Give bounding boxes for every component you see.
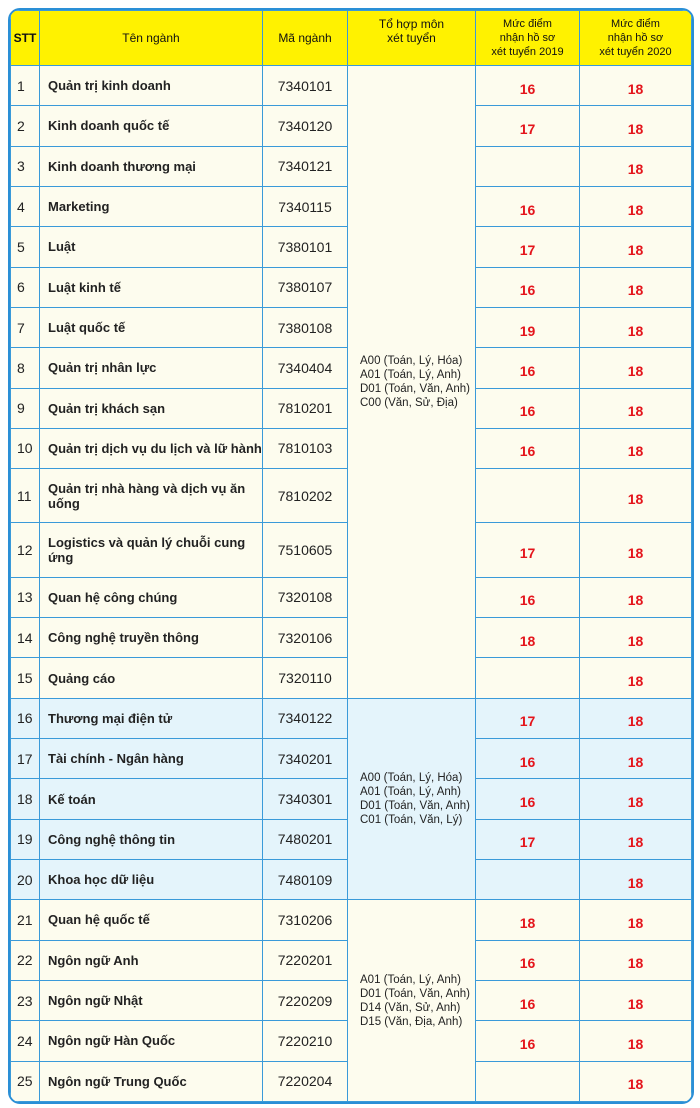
row-score-2020: 18 bbox=[580, 1021, 692, 1061]
row-stt: 21 bbox=[11, 900, 40, 940]
row-major-code: 7380107 bbox=[263, 267, 348, 307]
row-major-name: Quản trị nhân lực bbox=[40, 348, 263, 388]
row-score-2020: 18 bbox=[580, 859, 692, 899]
subject-combination: D14 (Văn, Sử, Anh) bbox=[360, 1001, 461, 1014]
header-line: xét tuyển 2019 bbox=[491, 46, 564, 58]
row-stt: 6 bbox=[11, 267, 40, 307]
row-score-2020: 18 bbox=[580, 469, 692, 523]
row-major-name: Kinh doanh quốc tế bbox=[40, 106, 263, 146]
row-score-2020: 18 bbox=[580, 819, 692, 859]
row-stt: 17 bbox=[11, 739, 40, 779]
row-stt: 9 bbox=[11, 388, 40, 428]
row-major-name: Luật bbox=[40, 227, 263, 267]
row-major-code: 7320110 bbox=[263, 658, 348, 698]
row-major-name: Thương mại điện tử bbox=[40, 698, 263, 738]
row-score-2019: 16 bbox=[476, 1021, 580, 1061]
row-major-code: 7340120 bbox=[263, 106, 348, 146]
subject-combination: D01 (Toán, Văn, Anh) bbox=[360, 987, 470, 1000]
row-major-name: Tài chính - Ngân hàng bbox=[40, 739, 263, 779]
row-stt: 11 bbox=[11, 469, 40, 523]
subject-combinations bbox=[348, 66, 476, 699]
row-major-name: Quảng cáo bbox=[40, 658, 263, 698]
row-score-2020: 18 bbox=[580, 618, 692, 658]
row-stt: 16 bbox=[11, 698, 40, 738]
subject-combination: A00 (Toán, Lý, Hóa) bbox=[360, 772, 463, 784]
header-name: Tên ngành bbox=[40, 11, 263, 66]
header-score-2019 bbox=[476, 11, 580, 66]
header-line: xét tuyển 2020 bbox=[599, 46, 672, 58]
row-stt: 24 bbox=[11, 1021, 40, 1061]
row-major-code: 7340404 bbox=[263, 348, 348, 388]
subject-combination: D15 (Văn, Địa, Anh) bbox=[360, 1015, 463, 1028]
row-major-code: 7810201 bbox=[263, 388, 348, 428]
subject-combination: A01 (Toán, Lý, Anh) bbox=[360, 973, 462, 986]
row-score-2019: 18 bbox=[476, 618, 580, 658]
header-code: Mã ngành bbox=[263, 11, 348, 66]
row-major-code: 7220201 bbox=[263, 940, 348, 980]
row-major-name: Công nghệ truyền thông bbox=[40, 618, 263, 658]
row-score-2019: 17 bbox=[476, 106, 580, 146]
row-major-name: Kế toán bbox=[40, 779, 263, 819]
row-stt: 2 bbox=[11, 106, 40, 146]
admission-table bbox=[10, 10, 692, 1102]
row-score-2019 bbox=[476, 469, 580, 523]
row-stt: 14 bbox=[11, 618, 40, 658]
row-major-code: 7310206 bbox=[263, 900, 348, 940]
row-major-code: 7220209 bbox=[263, 980, 348, 1020]
row-stt: 19 bbox=[11, 819, 40, 859]
row-score-2019 bbox=[476, 658, 580, 698]
row-major-name: Quản trị dịch vụ du lịch và lữ hành bbox=[40, 428, 263, 468]
row-score-2019: 16 bbox=[476, 267, 580, 307]
subject-combination: D01 (Toán, Văn, Anh) bbox=[360, 382, 470, 395]
row-stt: 5 bbox=[11, 227, 40, 267]
row-score-2019: 16 bbox=[476, 388, 580, 428]
header-combo bbox=[348, 11, 476, 66]
row-stt: 12 bbox=[11, 523, 40, 577]
row-score-2020: 18 bbox=[580, 980, 692, 1020]
row-major-name: Công nghệ thông tin bbox=[40, 819, 263, 859]
row-score-2019: 16 bbox=[476, 66, 580, 106]
row-score-2019 bbox=[476, 146, 580, 186]
table-row bbox=[11, 66, 692, 106]
row-major-name: Khoa học dữ liệu bbox=[40, 859, 263, 899]
row-score-2020: 18 bbox=[580, 739, 692, 779]
row-major-code: 7810202 bbox=[263, 469, 348, 523]
row-major-name: Quan hệ quốc tế bbox=[40, 900, 263, 940]
subject-combination: C01 (Toán, Văn, Lý) bbox=[360, 814, 463, 826]
row-stt: 13 bbox=[11, 577, 40, 617]
row-score-2019: 17 bbox=[476, 698, 580, 738]
subject-combination: A01 (Toán, Lý, Anh) bbox=[360, 368, 462, 381]
header-line: nhận hồ sơ bbox=[499, 32, 556, 44]
row-score-2019: 18 bbox=[476, 900, 580, 940]
row-major-code: 7810103 bbox=[263, 428, 348, 468]
row-stt: 18 bbox=[11, 779, 40, 819]
row-score-2019: 16 bbox=[476, 980, 580, 1020]
subject-combination: A01 (Toán, Lý, Anh) bbox=[360, 786, 462, 798]
subject-combination: C00 (Văn, Sử, Địa) bbox=[360, 396, 458, 409]
row-major-code: 7510605 bbox=[263, 523, 348, 577]
row-major-code: 7340101 bbox=[263, 66, 348, 106]
header-line: Mức điểm bbox=[503, 18, 552, 30]
row-score-2019: 17 bbox=[476, 819, 580, 859]
row-major-name: Quan hệ công chúng bbox=[40, 577, 263, 617]
header-line: nhận hồ sơ bbox=[607, 32, 664, 44]
row-major-code: 7340115 bbox=[263, 186, 348, 226]
row-stt: 25 bbox=[11, 1061, 40, 1101]
row-major-code: 7480201 bbox=[263, 819, 348, 859]
row-score-2019: 16 bbox=[476, 779, 580, 819]
row-stt: 8 bbox=[11, 348, 40, 388]
row-score-2019: 16 bbox=[476, 348, 580, 388]
row-major-name: Marketing bbox=[40, 186, 263, 226]
header-score-2020 bbox=[580, 11, 692, 66]
row-major-name: Ngôn ngữ Nhật bbox=[40, 980, 263, 1020]
admission-table-card bbox=[8, 8, 694, 1104]
row-score-2019: 19 bbox=[476, 307, 580, 347]
row-stt: 15 bbox=[11, 658, 40, 698]
row-score-2020: 18 bbox=[580, 348, 692, 388]
row-stt: 10 bbox=[11, 428, 40, 468]
row-stt: 23 bbox=[11, 980, 40, 1020]
row-stt: 4 bbox=[11, 186, 40, 226]
row-stt: 7 bbox=[11, 307, 40, 347]
subject-combinations bbox=[348, 900, 476, 1102]
table-header-row bbox=[11, 11, 692, 66]
row-score-2020: 18 bbox=[580, 1061, 692, 1101]
row-score-2020: 18 bbox=[580, 186, 692, 226]
row-stt: 3 bbox=[11, 146, 40, 186]
row-major-code: 7220210 bbox=[263, 1021, 348, 1061]
row-score-2019: 17 bbox=[476, 227, 580, 267]
header-combo-line: xét tuyển bbox=[387, 31, 436, 45]
table-body bbox=[11, 66, 692, 1102]
row-score-2020: 18 bbox=[580, 779, 692, 819]
row-major-name: Luật quốc tế bbox=[40, 307, 263, 347]
row-score-2020: 18 bbox=[580, 900, 692, 940]
row-score-2019: 17 bbox=[476, 523, 580, 577]
row-score-2020: 18 bbox=[580, 523, 692, 577]
row-major-code: 7340122 bbox=[263, 698, 348, 738]
row-major-name: Quản trị khách sạn bbox=[40, 388, 263, 428]
row-major-code: 7340121 bbox=[263, 146, 348, 186]
row-score-2019 bbox=[476, 859, 580, 899]
row-major-name: Quản trị kinh doanh bbox=[40, 66, 263, 106]
row-major-name: Logistics và quản lý chuỗi cung ứng bbox=[40, 523, 263, 577]
row-stt: 22 bbox=[11, 940, 40, 980]
row-score-2020: 18 bbox=[580, 428, 692, 468]
subject-combination: A00 (Toán, Lý, Hóa) bbox=[360, 354, 463, 367]
row-score-2020: 18 bbox=[580, 146, 692, 186]
row-major-code: 7380108 bbox=[263, 307, 348, 347]
table-row bbox=[11, 900, 692, 940]
row-major-name: Ngôn ngữ Trung Quốc bbox=[40, 1061, 263, 1101]
row-score-2020: 18 bbox=[580, 227, 692, 267]
row-score-2019: 16 bbox=[476, 428, 580, 468]
row-major-name: Luật kinh tế bbox=[40, 267, 263, 307]
header-line: Mức điểm bbox=[611, 18, 660, 30]
row-score-2020: 18 bbox=[580, 658, 692, 698]
row-score-2019: 16 bbox=[476, 940, 580, 980]
subject-combinations bbox=[348, 698, 476, 900]
row-score-2019 bbox=[476, 1061, 580, 1101]
row-major-name: Quản trị nhà hàng và dịch vụ ăn uống bbox=[40, 469, 263, 523]
header-stt: STT bbox=[11, 11, 40, 66]
row-major-code: 7340201 bbox=[263, 739, 348, 779]
row-score-2020: 18 bbox=[580, 106, 692, 146]
row-major-code: 7340301 bbox=[263, 779, 348, 819]
row-score-2019: 16 bbox=[476, 577, 580, 617]
row-score-2020: 18 bbox=[580, 267, 692, 307]
row-stt: 1 bbox=[11, 66, 40, 106]
row-stt: 20 bbox=[11, 859, 40, 899]
row-score-2019: 16 bbox=[476, 739, 580, 779]
row-score-2020: 18 bbox=[580, 940, 692, 980]
row-score-2020: 18 bbox=[580, 698, 692, 738]
subject-combination: D01 (Toán, Văn, Anh) bbox=[360, 800, 470, 812]
row-major-code: 7220204 bbox=[263, 1061, 348, 1101]
row-score-2020: 18 bbox=[580, 307, 692, 347]
row-major-code: 7480109 bbox=[263, 859, 348, 899]
table-row bbox=[11, 698, 692, 738]
row-major-name: Ngôn ngữ Hàn Quốc bbox=[40, 1021, 263, 1061]
row-score-2020: 18 bbox=[580, 577, 692, 617]
row-major-code: 7320106 bbox=[263, 618, 348, 658]
row-major-code: 7380101 bbox=[263, 227, 348, 267]
header-combo-line: Tổ hợp môn bbox=[378, 17, 445, 31]
row-major-code: 7320108 bbox=[263, 577, 348, 617]
row-major-name: Kinh doanh thương mại bbox=[40, 146, 263, 186]
row-score-2019: 16 bbox=[476, 186, 580, 226]
row-score-2020: 18 bbox=[580, 388, 692, 428]
row-score-2020: 18 bbox=[580, 66, 692, 106]
row-major-name: Ngôn ngữ Anh bbox=[40, 940, 263, 980]
